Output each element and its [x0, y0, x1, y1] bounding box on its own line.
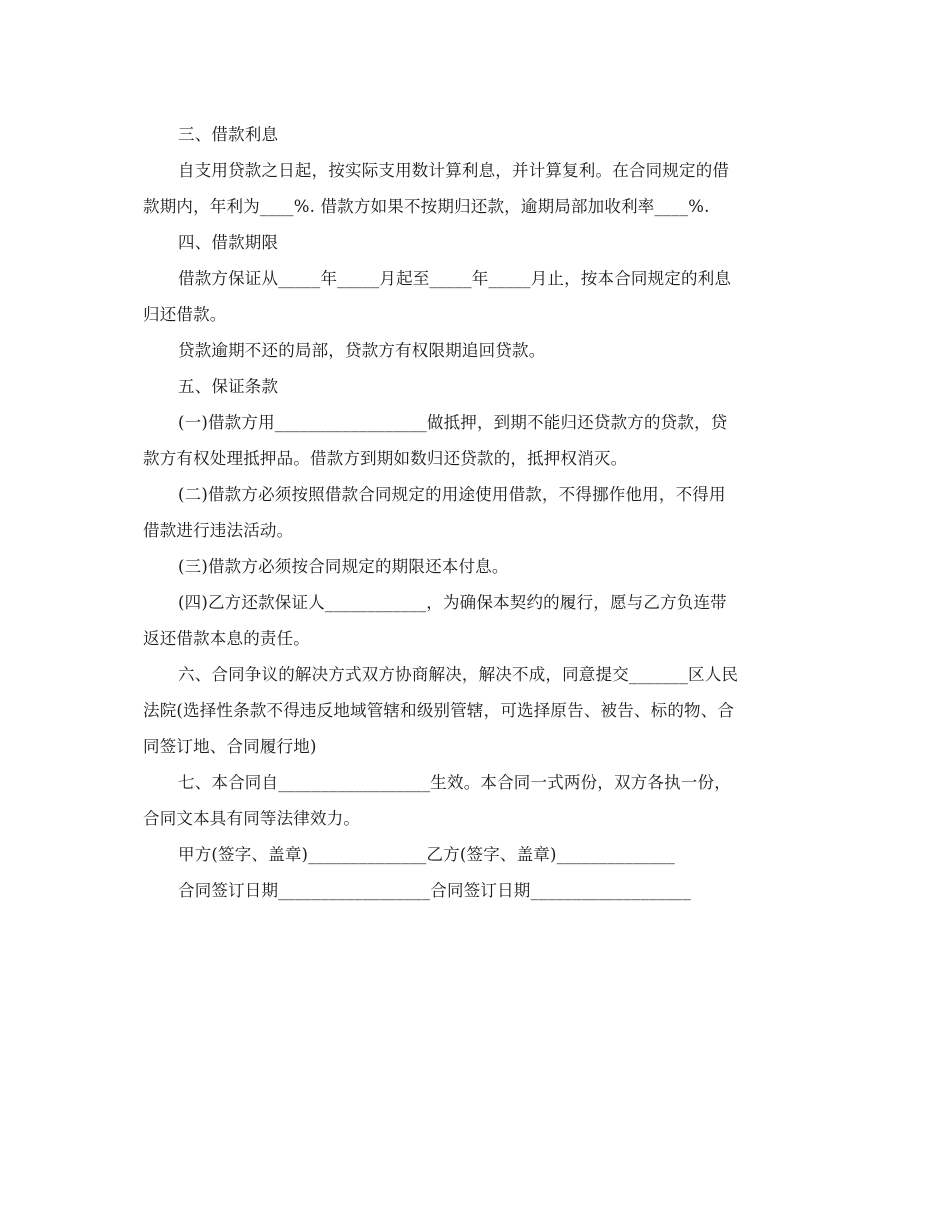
interest-paragraph-line-1: 自支用贷款之日起，按实际支用数计算利息，并计算复利。在合同规定的借 [178, 161, 730, 180]
dispute-clause-line-2: 法院(选择性条款不得违反地域管辖和级别管辖，可选择原告、被告、标的物、合 [143, 701, 735, 720]
contract-body [143, 117, 803, 909]
dispute-clause-line-3: 同签订地、合同履行地) [143, 737, 317, 756]
guarantee-clause-4-line-2: 返还借款本息的责任。 [143, 629, 310, 648]
guarantee-clause-3: (三)借款方必须按合同规定的期限还本付息。 [178, 557, 509, 576]
term-paragraph-2: 贷款逾期不还的局部，贷款方有权限期追回贷款。 [178, 341, 546, 360]
guarantee-clause-2-line-1: (二)借款方必须按照借款合同规定的用途使用借款，不得挪作他用，不得用 [178, 485, 726, 504]
signature-parties-line: 甲方(签字、盖章)______________乙方(签字、盖章)______________ [178, 845, 675, 864]
guarantee-clause-1-line-2: 款方有权处理抵押品。借款方到期如数归还贷款的，抵押权消灭。 [143, 449, 628, 468]
interest-paragraph-line-2: 款期内，年利为____%. 借款方如果不按期归还款，逾期局部加收利率____%. [143, 197, 710, 216]
guarantee-clause-4-line-1: (四)乙方还款保证人____________，为确保本契约的履行，愿与乙方负连带 [178, 593, 727, 612]
signature-dates-line: 合同签订日期__________________合同签订日期___________________ [178, 881, 692, 900]
guarantee-clause-2-line-2: 借款进行违法活动。 [143, 521, 294, 540]
guarantee-clause-1-line-1: (一)借款方用__________________做抵押，到期不能归还贷款方的贷款，贷 [178, 413, 728, 432]
section-heading-interest: 三、借款利息 [178, 125, 279, 144]
section-heading-guarantee: 五、保证条款 [178, 377, 279, 396]
section-heading-term: 四、借款期限 [178, 233, 279, 252]
term-paragraph-line-1: 借款方保证从_____年_____月起至_____年_____月止，按本合同规定的利息 [178, 269, 732, 288]
term-paragraph-line-2: 归还借款。 [143, 305, 227, 324]
dispute-clause-line-1: 六、合同争议的解决方式双方协商解决，解决不成，同意提交_______区人民 [178, 665, 739, 684]
effective-clause-line-2: 合同文本具有同等法律效力。 [143, 809, 361, 828]
effective-clause-line-1: 七、本合同自__________________生效。本合同一式两份，双方各执一份， [178, 773, 731, 792]
